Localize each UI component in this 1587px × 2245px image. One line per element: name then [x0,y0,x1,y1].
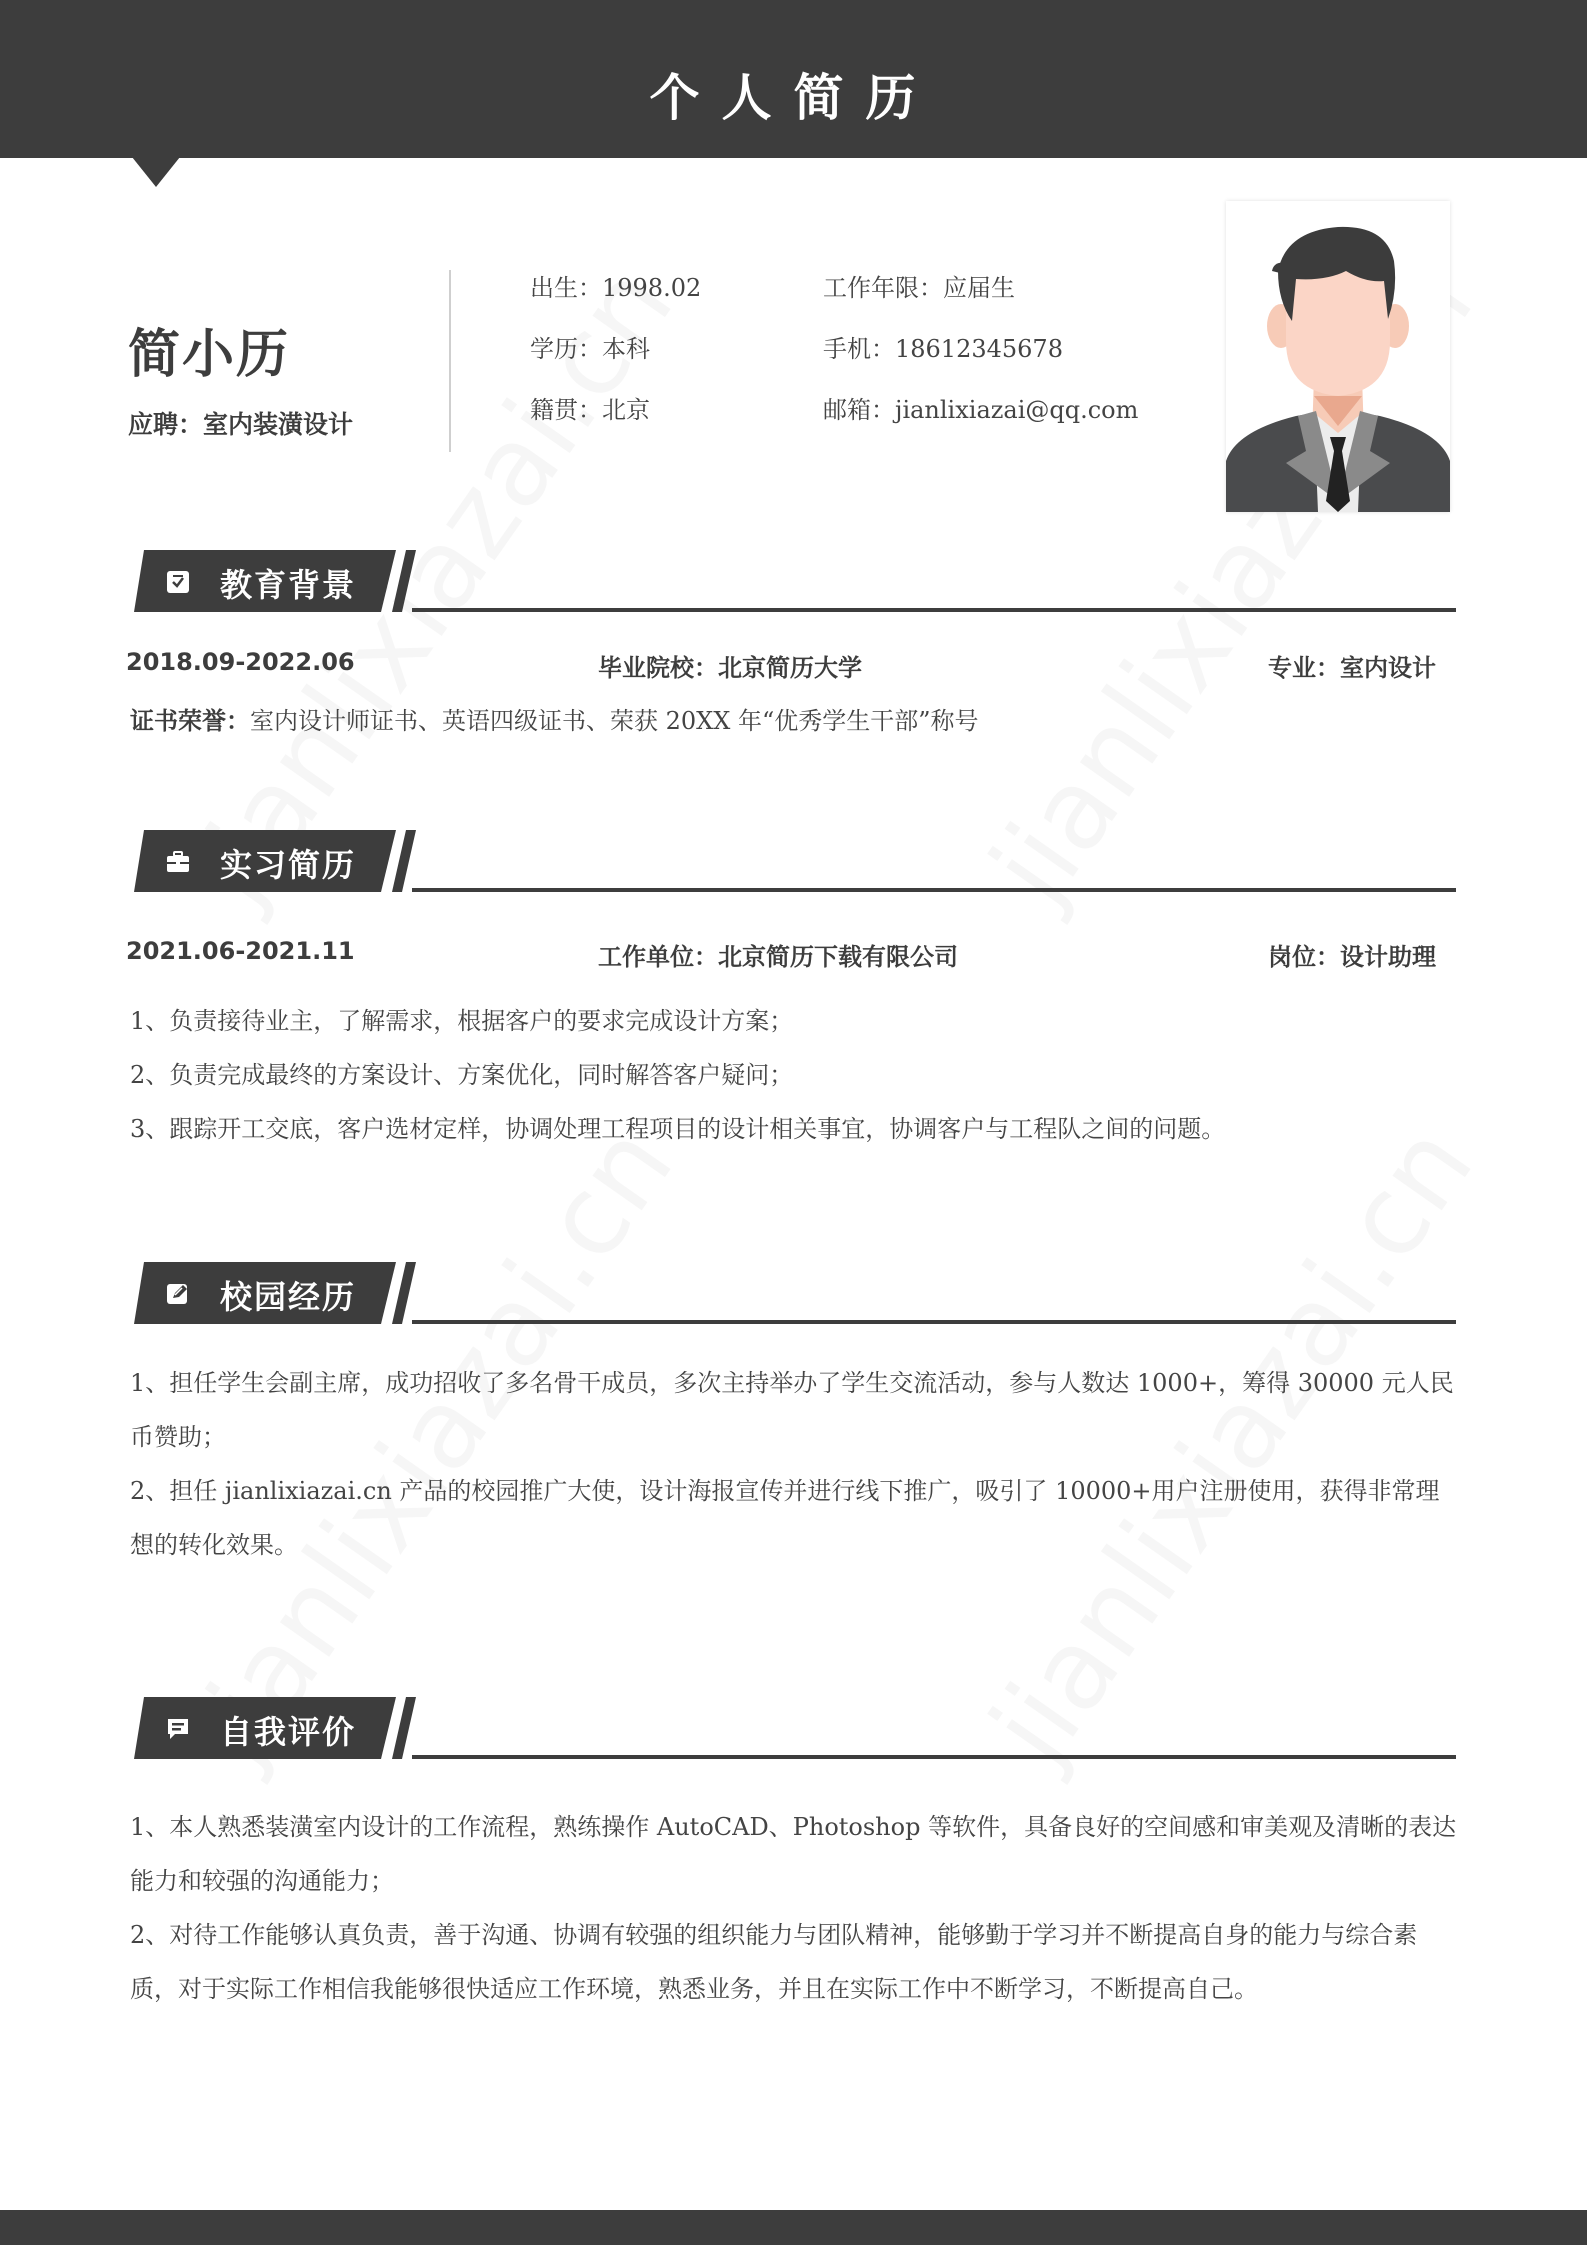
info-phone: 手机：18612345678 [823,335,1063,363]
apply-value: 室内装潢设计 [203,410,354,439]
section-title: 自我评价 [220,1713,357,1751]
section-title: 实习简历 [220,846,357,884]
self-evaluation-items [130,1800,1460,2016]
list-item: 1、担任学生会副主席，成功招收了多名骨干成员，多次主持举办了学生交流活动，参与人数达 1000+，筹得 30000 元人民币赞助； [130,1369,1454,1451]
education-certificates [130,694,1460,748]
section-rule [412,888,1456,892]
info-email[interactable]: 邮箱：jianlixiazai@qq.com [823,396,1139,424]
edit-icon [166,1282,190,1306]
avatar-man-in-suit-icon [1226,201,1450,512]
checklist-icon [166,570,190,594]
info-education: 学历：本科 [530,335,650,363]
section-header-education [0,550,1587,612]
section-header-campus [0,1262,1587,1324]
education-major: 专业：室内设计 [1268,654,1436,682]
section-rule [412,1755,1456,1759]
section-rule [412,608,1456,612]
applied-position [128,405,353,441]
header-bar [0,0,1587,158]
campus-items [130,1356,1460,1572]
section-header-internship [0,830,1587,892]
info-hometown: 籍贯：北京 [530,396,650,424]
internship-duties [130,994,1460,1156]
education-period: 2018.09-2022.06 [126,648,355,676]
footer-bar [0,2210,1587,2245]
list-item: 2、负责完成最终的方案设计、方案优化，同时解答客户疑问； [130,1061,794,1089]
list-item: 2、对待工作能够认真负责，善于沟通、协调有较强的组织能力与团队精神，能够勤于学习并不断提高自身的能力与综合素质，对于实际工作相信我能够很快适应工作环境，熟悉业务，并且在实际工作中不断学习，不断提高自己。 [130,1921,1418,2003]
education-row [126,648,1436,682]
comment-icon [166,1717,190,1741]
avatar [1226,201,1450,512]
info-work-years: 工作年限：应届生 [823,274,1015,302]
education-school: 毕业院校：北京简历大学 [598,654,862,682]
internship-row [126,937,1436,971]
page-title: 个人简历 [649,69,938,127]
apply-label: 应聘： [128,410,204,439]
list-item: 3、跟踪开工交底，客户选材定样，协调处理工程项目的设计相关事宜，协调客户与工程队之间的问题。 [130,1115,1226,1143]
header-notch [132,157,180,187]
vertical-divider [449,270,451,452]
list-item: 1、负责接待业主，了解需求，根据客户的要求完成设计方案； [130,1007,794,1035]
internship-company: 工作单位：北京简历下载有限公司 [598,943,958,971]
section-title: 教育背景 [220,566,357,604]
section-header-self-evaluation [0,1697,1587,1759]
internship-position: 岗位：设计助理 [1268,943,1436,971]
info-birth: 出生：1998.02 [530,274,702,302]
list-item: 1、本人熟悉装潢室内设计的工作流程，熟练操作 AutoCAD、Photoshop 等软件，具备良好的空间感和审美观及清晰的表达能力和较强的沟通能力； [130,1813,1457,1895]
name-block [128,312,353,441]
certificates-text: 室内设计师证书、英语四级证书、荣获 20XX 年“优秀学生干部”称号 [250,707,979,735]
section-title: 校园经历 [220,1278,357,1316]
list-item: 2、担任 jianlixiazai.cn 产品的校园推广大使，设计海报宣传并进行线下推广，吸引了 10000+用户注册使用，获得非常理想的转化效果。 [130,1477,1440,1559]
briefcase-icon [166,850,190,874]
certificates-label: 证书荣誉： [130,707,250,735]
candidate-name: 简小历 [128,325,291,385]
section-rule [412,1320,1456,1324]
internship-period: 2021.06-2021.11 [126,937,355,965]
